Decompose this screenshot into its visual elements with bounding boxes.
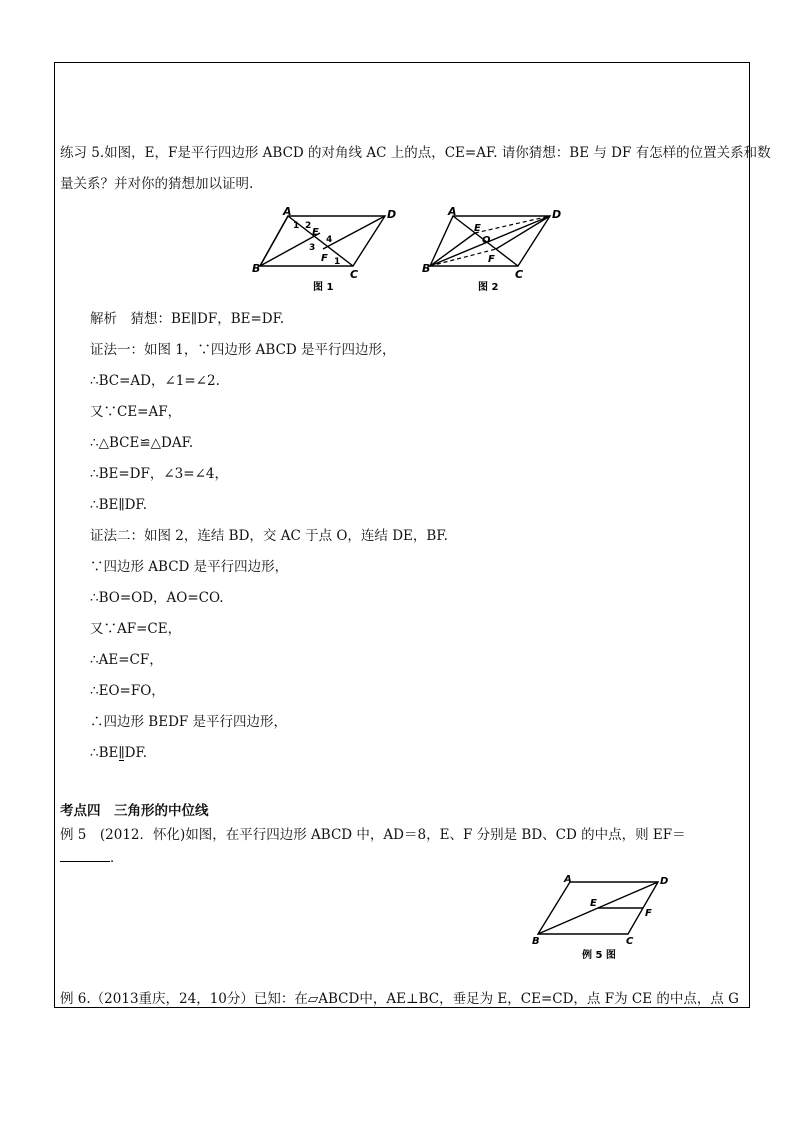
- fig5-label-e: E: [590, 898, 597, 909]
- example5-line1: 例 5 (2012．怀化)如图，在平行四边形 ABCD 中，AD＝8，E、F 分别是 BD、CD 的中点，则 EF＝: [60, 827, 686, 843]
- fig2-label-f: F: [488, 254, 495, 265]
- fig5-label-a: A: [564, 874, 572, 885]
- solution-line-4: 又∵CE=AF，: [90, 404, 182, 420]
- fig1-segment-df: [323, 216, 385, 249]
- solution-line-13: ∴EO=FO，: [90, 683, 165, 699]
- example5-answer-line: [60, 849, 124, 867]
- figure-2: [420, 206, 570, 302]
- figure5-caption: 例 5 图: [582, 950, 616, 961]
- solution-line-11: 又∵AF=CE，: [90, 621, 182, 637]
- fig1-label-e: E: [312, 227, 319, 238]
- solution-line-10: ∴BO=OD，AO=CO.: [90, 590, 224, 606]
- answer-blank[interactable]: [60, 849, 110, 862]
- fig1-label-d: D: [387, 208, 397, 221]
- exercise5-line1: 练习 5.如图，E，F是平行四边形 ABCD 的对角线 AC 上的点，CE=AF. 请你猜想：BE 与 DF 有怎样的位置关系和数: [60, 145, 771, 161]
- fig1-label-a: A: [283, 206, 292, 218]
- figure-example5: [528, 872, 678, 966]
- fig1-label-c: C: [350, 268, 359, 281]
- solution-last-suffix: DF.: [124, 745, 148, 761]
- fig1-label-2: 2: [305, 221, 312, 231]
- fig2-label-b: B: [422, 262, 431, 275]
- exercise5-line2: 量关系？并对你的猜想加以证明.: [60, 176, 254, 192]
- solution-last-prefix: ∴BE: [90, 745, 119, 761]
- parallel-equal-symbol: ∥: [118, 745, 125, 761]
- fig5-label-d: D: [660, 876, 669, 887]
- solution-line-5: ∴△BCE≌△DAF.: [90, 435, 194, 451]
- example6-text: 例 6.（2013重庆，24，10分）已知：在▱ABCD中，AE⊥BC，垂足为 E，CE=CD，点 F为 CE 的中点，点 G: [60, 991, 739, 1007]
- solution-line-3: ∴BC=AD，∠1=∠2.: [90, 373, 220, 389]
- figure2-caption: 图 2: [478, 282, 499, 293]
- solution-line-1: 解析 猜想：BE∥DF，BE=DF.: [90, 311, 285, 327]
- fig2-label-e: E: [474, 223, 481, 234]
- figure-1: [250, 206, 400, 302]
- fig1-label-3: 3: [309, 243, 316, 253]
- section-title: 考点四 三角形的中位线: [60, 803, 209, 819]
- fig1-label-f: F: [321, 253, 328, 264]
- solution-line-14: ∴四边形 BEDF 是平行四边形，: [90, 714, 288, 730]
- fig2-label-a: A: [448, 206, 457, 218]
- fig5-label-b: B: [532, 936, 540, 947]
- solution-line-8: 证法二：如图 2，连结 BD，交 AC 于点 O，连结 DE，BF.: [90, 528, 448, 544]
- fig2-label-o: O: [482, 235, 491, 246]
- solution-line-12: ∴AE=CF，: [90, 652, 163, 668]
- fig1-angle-1: 1: [334, 257, 341, 267]
- fig2-label-d: D: [552, 208, 562, 221]
- figure1-caption: 图 1: [313, 282, 334, 293]
- fig5-label-c: C: [626, 936, 634, 947]
- solution-line-9: ∵四边形 ABCD 是平行四边形，: [90, 559, 289, 575]
- fig5-label-f: F: [645, 908, 652, 919]
- fig1-label-4: 4: [326, 235, 333, 245]
- fig2-label-c: C: [515, 268, 524, 281]
- solution-line-6: ∴BE=DF，∠3=∠4，: [90, 466, 228, 482]
- solution-line-7: ∴BE∥DF.: [90, 497, 147, 513]
- fig1-label-b: B: [252, 262, 261, 275]
- example5-line2-end: ．: [110, 850, 124, 866]
- fig1-label-1: 1: [293, 221, 300, 231]
- solution-line-2: 证法一：如图 1，∵四边形 ABCD 是平行四边形，: [90, 342, 396, 358]
- solution-last-line: [90, 744, 147, 762]
